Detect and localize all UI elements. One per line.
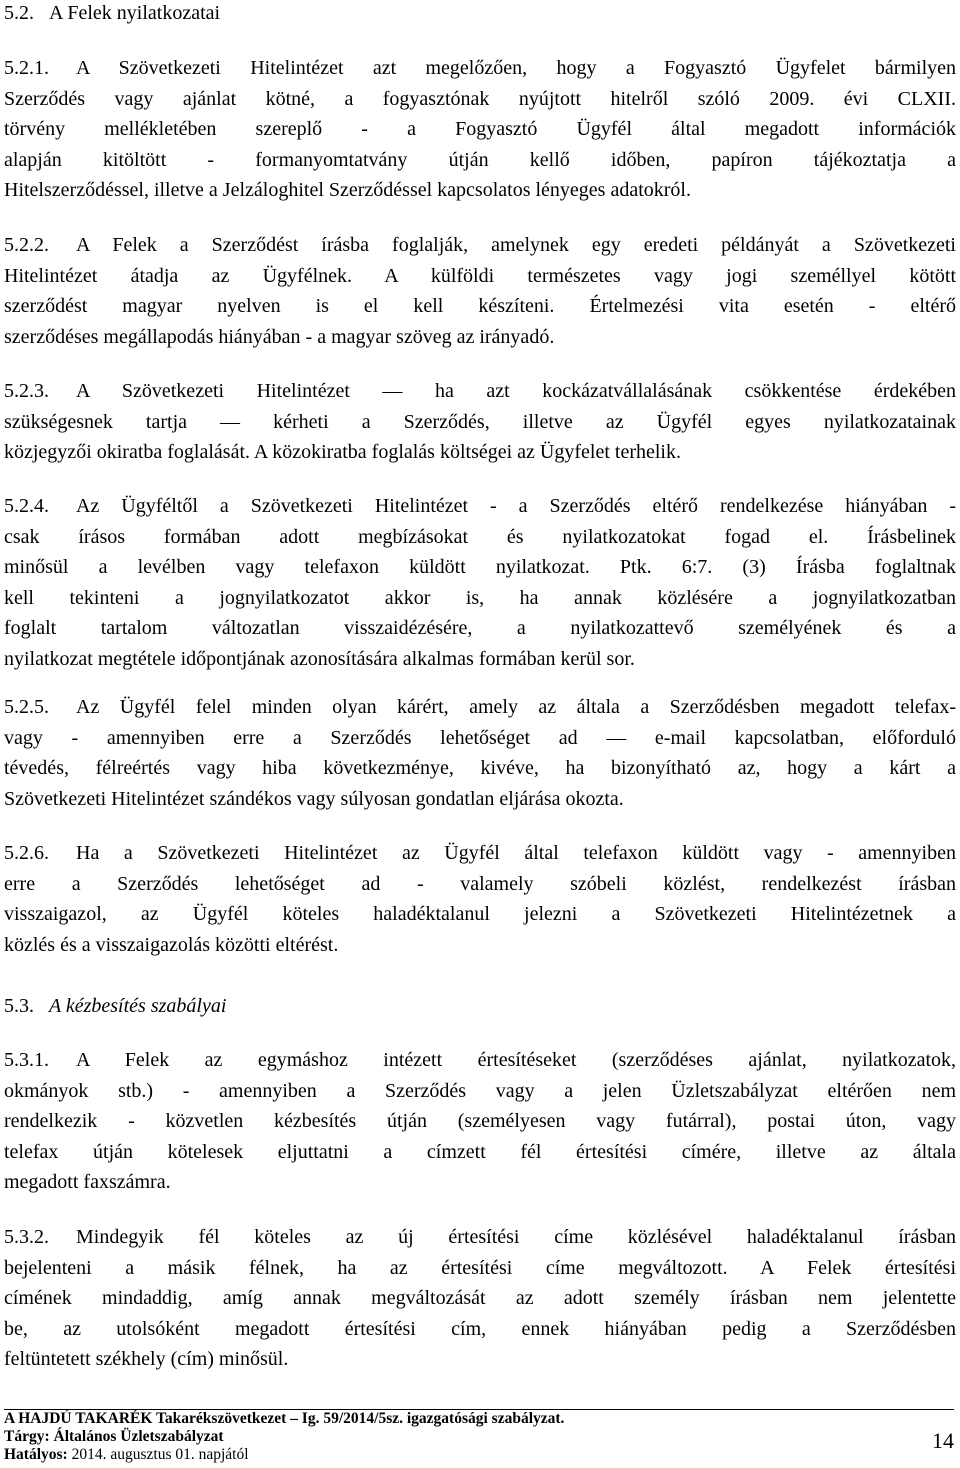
text-line: közlés és a visszaigazolás közötti eltérést.	[4, 933, 339, 956]
text-line: közjegyzői okiratba foglalását. A közokiratba foglalás költségei az Ügyfelet terhelik.	[4, 441, 681, 463]
section-number: 5.3.	[4, 995, 34, 1017]
paragraph-number: 5.2.3.	[4, 380, 49, 402]
paragraph-number: 5.3.1.	[4, 1049, 49, 1071]
text-line: visszaigazol, az Ügyfél köteles haladéktalanul jelezni a Szövetkezeti Hitelintézetnek a	[4, 903, 956, 925]
paragraph-5-2-2	[4, 230, 956, 352]
paragraph-number: 5.3.2.	[4, 1226, 49, 1248]
text-line: csak írásos formában adott megbízásokat és nyilatkozatokat fogad el. Írásbelinek	[4, 525, 956, 548]
paragraph-number: 5.2.5.	[4, 696, 49, 718]
text-line: Hitelszerződéssel, illetve a Jelzáloghitel Szerződéssel kapcsolatos lényeges adatokról.	[4, 179, 691, 201]
text-line: bejelenteni a másik félnek, ha az értesítési címe megváltozott. A Felek értesítési	[4, 1256, 956, 1279]
text-line: foglalt tartalom változatlan visszaidézésére, a nyilatkozattevő személyének és a	[4, 617, 956, 639]
page-number: 14	[932, 1428, 954, 1453]
paragraph-5-3-2	[4, 1222, 956, 1375]
paragraph-number: 5.2.1.	[4, 57, 49, 79]
text-line: Szövetkezeti Hitelintézet szándékos vagy súlyosan gondatlan eljárása okozta.	[4, 787, 624, 810]
text-line: erre a Szerződés lehetőséget ad - valamely szóbeli közlést, rendelkezést írásban	[4, 872, 956, 895]
footer-effective-label: Hatályos:	[4, 1446, 68, 1463]
paragraph-5-2-6	[4, 838, 956, 960]
paragraph-5-2-1	[4, 53, 956, 206]
text-line: alapján kitöltött - formanyomtatvány útján kellő időben, papíron tájékoztatja a	[4, 148, 956, 171]
text-line: szerződéses megállapodás hiányában - a magyar szöveg az irányadó.	[4, 325, 555, 348]
text-line: A Felek az egymáshoz intézett értesítéseket (szerződéses ajánlat, nyilatkozatok,	[76, 1049, 956, 1071]
text-line: okmányok stb.) - amennyiben a Szerződés vagy a jelen Üzletszabályzat eltérően nem	[4, 1079, 956, 1102]
text-line: be, az utolsóként megadott értesítési cím, ennek hiányában pedig a Szerződésben	[4, 1317, 956, 1340]
text-line: A Szövetkezeti Hitelintézet — ha azt kockázatvállalásának csökkentése érdekében	[76, 380, 956, 402]
text-line: törvény mellékletében szereplő - a Fogyasztó Ügyfél által megadott információk	[4, 118, 956, 140]
text-line: feltüntetett székhely (cím) minősül.	[4, 1348, 289, 1370]
text-line: Az Ügyféltől a Szövetkezeti Hitelintézet - a Szerződés eltérő rendelkezése hiányában -	[76, 495, 956, 517]
paragraph-number: 5.2.6.	[4, 842, 49, 864]
text-line: Hitelintézet átadja az Ügyfélnek. A külföldi természetes vagy jogi személlyel kötött	[4, 264, 956, 287]
text-line: kell tekinteni a jognyilatkozatot akkor is, ha annak közlésére a jognyilatkozatban	[4, 586, 956, 609]
text-line: telefax útján kötelesek eljuttatni a címzett fél értesítési címére, illetve az általa	[4, 1140, 956, 1163]
paragraph-number: 5.2.2.	[4, 234, 49, 256]
text-line: szerződést magyar nyelven is el kell készíteni. Értelmezési vita esetén - eltérő	[4, 295, 956, 317]
text-line: rendelkezik - közvetlen kézbesítés útján (személyesen vagy futárral), postai úton, vagy	[4, 1110, 956, 1132]
text-line: címének mindaddig, amíg annak megváltozását az adott személy írásban nem jelentette	[4, 1287, 956, 1309]
section-heading-5-3	[4, 993, 226, 1019]
text-line: Szerződés vagy ajánlat kötné, a fogyasztónak nyújtott hitelről szóló 2009. évi CLXII.	[4, 87, 956, 110]
text-line: vagy - amennyiben erre a Szerződés lehetőséget ad — e-mail kapcsolatban, előforduló	[4, 726, 956, 749]
footer-effective-date: 2014. augusztus 01. napjától	[67, 1446, 249, 1463]
footer-line-3	[4, 1446, 249, 1464]
paragraph-5-2-3	[4, 376, 956, 468]
text-line: A Felek a Szerződést írásba foglalják, amelynek egy eredeti példányát a Szövetkezeti	[76, 234, 956, 256]
paragraph-number: 5.2.4.	[4, 495, 49, 517]
text-line: minősül a levélben vagy telefaxon küldött nyilatkozat. Ptk. 6:7. (3) Írásba foglaltnak	[4, 556, 956, 578]
paragraph-5-2-5	[4, 692, 956, 814]
text-line: A Szövetkezeti Hitelintézet azt megelőzően, hogy a Fogyasztó Ügyfelet bármilyen	[76, 57, 956, 79]
paragraph-5-2-4	[4, 491, 956, 674]
text-line: Az Ügyfél felel minden olyan kárért, amely az általa a Szerződésben megadott telefax-	[76, 696, 956, 718]
section-heading-5-2	[4, 0, 220, 26]
text-line: megadott faxszámra.	[4, 1171, 171, 1193]
footer-line-2: Tárgy: Általános Üzletszabályzat	[4, 1428, 224, 1445]
text-line: tévedés, félreértés vagy hiba következménye, kivéve, ha bizonyítható az, hogy a kárt a	[4, 757, 956, 779]
text-line: Mindegyik fél köteles az új értesítési címe közlésével haladéktalanul írásban	[76, 1226, 956, 1248]
text-line: Ha a Szövetkezeti Hitelintézet az Ügyfél által telefaxon küldött vagy - amennyiben	[76, 842, 956, 864]
section-title: A Felek nyilatkozatai	[49, 2, 221, 24]
section-title: A kézbesítés szabályai	[49, 995, 227, 1017]
paragraph-5-3-1	[4, 1045, 956, 1198]
footer-line-1: A HAJDÚ TAKARÉK Takarékszövetkezet – Ig. 59/2014/5sz. igazgatósági szabályzat.	[4, 1410, 565, 1427]
text-line: szükségesnek tartja — kérheti a Szerződés, illetve az Ügyfél egyes nyilatkozatainak	[4, 410, 956, 433]
section-number: 5.2.	[4, 2, 34, 24]
text-line: nyilatkozat megtétele időpontjának azonosítására alkalmas formában kerül sor.	[4, 647, 635, 670]
